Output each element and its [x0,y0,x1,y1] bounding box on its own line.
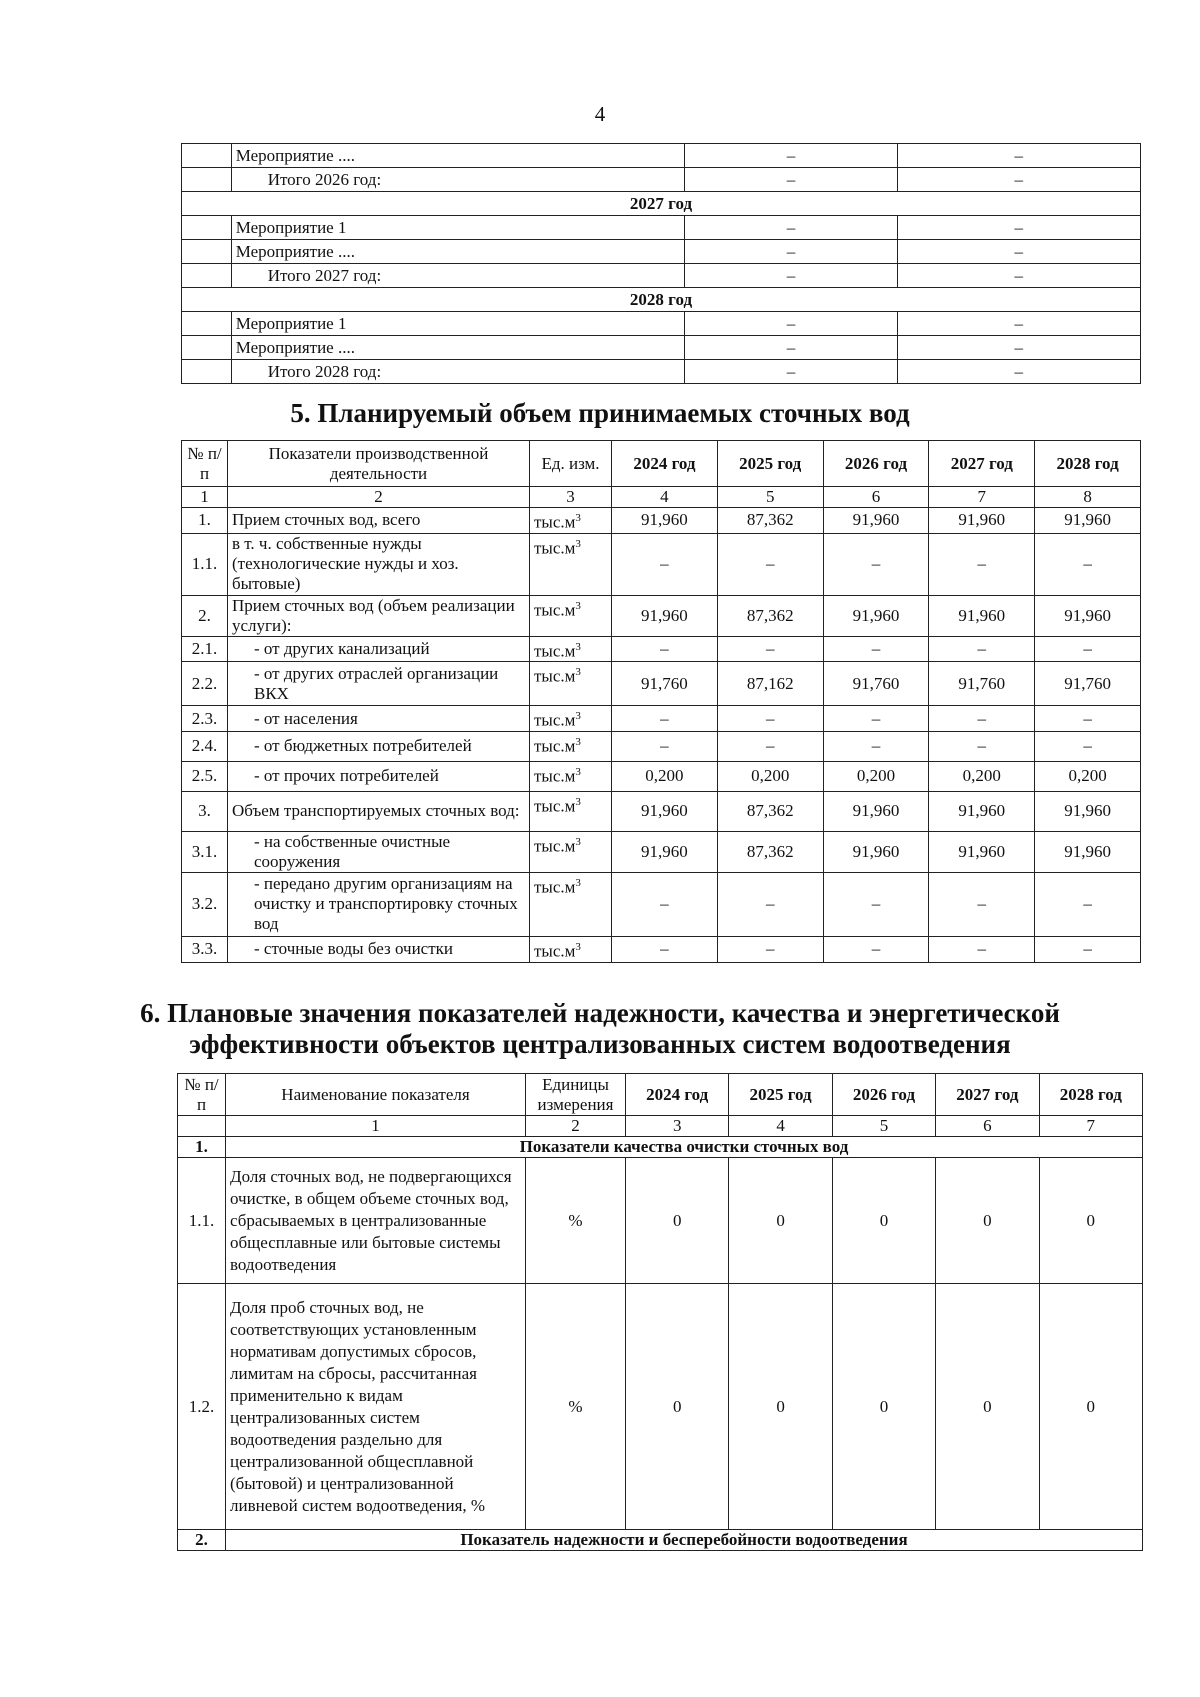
row-value: – [897,336,1140,360]
table-row [182,508,1141,534]
row-value: 0,200 [929,761,1035,791]
row-unit [530,706,612,732]
header-year: 2026 год [832,1074,935,1116]
total-label: Итого 2026 год: [231,168,685,192]
group-row [178,1137,1143,1158]
row-value: 91,960 [612,791,718,831]
row-value: – [823,936,929,962]
unit-exponent: 3 [575,795,581,808]
row-value: 0 [626,1158,729,1284]
row-unit [530,936,612,962]
event-label: Мероприятие .... [231,240,685,264]
header-unit: Единицы измерения [526,1074,626,1116]
header-year: 2028 год [1039,1074,1142,1116]
unit-exponent: 3 [575,765,581,778]
row-value: – [823,636,929,662]
row-value: – [612,636,718,662]
unit-text: тыс.м [534,538,576,558]
column-number: 4 [612,487,718,508]
table-row [182,168,1141,192]
table-header-row [178,1074,1143,1116]
row-value: – [685,336,897,360]
row-value: – [685,216,897,240]
header-year: 2026 год [823,441,929,487]
table-row [182,336,1141,360]
row-unit [530,831,612,872]
column-number: 6 [936,1116,1039,1137]
section6-title-line2: эффективности объектов централизованных систем водоотведения [189,1029,1011,1059]
table-row [182,312,1141,336]
row-number: 2.3. [182,706,228,732]
row-unit [530,636,612,662]
group-title: Показатели качества очистки сточных вод [226,1137,1143,1158]
table-row [182,595,1141,636]
column-number-row [178,1116,1143,1137]
row-value: – [717,731,823,761]
header-year: 2024 год [612,441,718,487]
group-number: 1. [178,1137,226,1158]
row-value: 0 [832,1158,935,1284]
row-label: Объем транспортируемых сточных вод: [228,791,530,831]
row-value: 0 [1039,1284,1142,1530]
row-value: 0 [936,1284,1039,1530]
row-unit [530,731,612,761]
column-number: 1 [182,487,228,508]
unit-text: тыс.м [534,600,576,620]
row-value: – [897,312,1140,336]
column-number: 8 [1035,487,1141,508]
row-value: – [929,706,1035,732]
row-value: 91,960 [1035,791,1141,831]
row-value: – [897,168,1140,192]
row-value: 87,362 [717,508,823,534]
row-unit: % [526,1284,626,1530]
row-value: – [685,312,897,336]
row-number: 3.2. [182,872,228,936]
row-number [182,336,232,360]
row-value: 0,200 [612,761,718,791]
row-value: 0 [626,1284,729,1530]
row-value: 91,960 [929,508,1035,534]
row-number [182,264,232,288]
table-row [182,706,1141,732]
row-value: – [1035,706,1141,732]
row-unit [530,508,612,534]
row-value: 87,162 [717,662,823,706]
row-value: 91,960 [929,595,1035,636]
unit-exponent: 3 [575,666,581,679]
row-value: 0 [729,1158,832,1284]
column-number: 4 [729,1116,832,1137]
row-value: 91,760 [929,662,1035,706]
row-unit [530,791,612,831]
row-label: - от бюджетных потребителей [228,731,530,761]
row-unit [530,595,612,636]
row-label: Прием сточных вод (объем реализации услуги): [228,595,530,636]
section5-title: 5. Планируемый объем принимаемых сточных вод [290,398,910,428]
row-unit [530,662,612,706]
column-number: 2 [526,1116,626,1137]
unit-exponent: 3 [575,940,581,953]
year-label: 2027 год [182,192,1141,216]
table-row [182,936,1141,962]
column-number-row [182,487,1141,508]
header-year: 2024 год [626,1074,729,1116]
row-number [182,360,232,384]
column-number: 7 [929,487,1035,508]
table-row [182,872,1141,936]
total-label: Итого 2027 год: [231,264,685,288]
table-row [182,731,1141,761]
row-label: - от других канализаций [228,636,530,662]
row-value: 87,362 [717,791,823,831]
row-value: – [823,533,929,595]
unit-text: тыс.м [534,796,576,816]
group-title: Показатель надежности и бесперебойности водоотведения [226,1530,1143,1551]
row-value: – [612,731,718,761]
row-value: – [823,706,929,732]
table-row [182,662,1141,706]
unit-exponent: 3 [575,710,581,723]
row-value: 91,960 [823,595,929,636]
table-row [182,240,1141,264]
event-label: Мероприятие .... [231,144,685,168]
row-value: – [1035,936,1141,962]
row-value: – [685,240,897,264]
row-value: 91,960 [612,831,718,872]
row-value: – [612,872,718,936]
unit-text: тыс.м [534,666,576,686]
row-value: – [823,731,929,761]
row-value: – [929,731,1035,761]
row-value: 91,760 [823,662,929,706]
row-value: 0 [1039,1158,1142,1284]
row-value: 0,200 [823,761,929,791]
row-label: - от прочих потребителей [228,761,530,791]
table-row [178,1158,1143,1284]
year-row [182,288,1141,312]
row-value: – [612,706,718,732]
row-unit [530,761,612,791]
row-label: Доля проб сточных вод, не соответствующих установленным нормативам допустимых сбросов, лимитам на сбросы, рассчитанная применительно к видам централизованных систем водоотведения раздельно для централизованной общесплавной (бытовой) и централизованной ливневой систем водоотведения, % [226,1284,526,1530]
header-year: 2028 год [1035,441,1141,487]
row-value: – [717,533,823,595]
row-value: – [929,936,1035,962]
year-row [182,192,1141,216]
column-number: 3 [626,1116,729,1137]
column-number: 5 [717,487,823,508]
header-year: 2025 год [729,1074,832,1116]
row-value: – [612,533,718,595]
row-label: - на собственные очистные сооружения [228,831,530,872]
row-value: 87,362 [717,831,823,872]
header-indicator: Показатели производственной деятельности [228,441,530,487]
group-number: 2. [178,1530,226,1551]
row-label: - от других отраслей организации ВКХ [228,662,530,706]
header-year: 2027 год [936,1074,1039,1116]
row-value: 91,960 [823,791,929,831]
row-number: 1.1. [178,1158,226,1284]
events-table [181,143,1141,384]
reliability-indicators-table [177,1073,1143,1551]
column-number: 1 [226,1116,526,1137]
row-unit [530,533,612,595]
column-number: 2 [228,487,530,508]
row-number [182,240,232,264]
unit-exponent: 3 [575,537,581,550]
unit-text: тыс.м [534,736,576,756]
row-value: 91,960 [823,508,929,534]
row-number: 2. [182,595,228,636]
row-value: – [612,936,718,962]
row-number: 3.1. [182,831,228,872]
column-number: 5 [832,1116,935,1137]
column-number-empty [178,1116,226,1137]
row-number: 1. [182,508,228,534]
table-row [182,216,1141,240]
row-value: 0 [729,1284,832,1530]
row-value: – [929,872,1035,936]
row-value: 0,200 [1035,761,1141,791]
header-indicator: Наименование показателя [226,1074,526,1116]
row-number [182,144,232,168]
unit-exponent: 3 [575,735,581,748]
unit-exponent: 3 [575,835,581,848]
row-value: – [717,936,823,962]
table-row [182,761,1141,791]
section6-title-line1: 6. Плановые значения показателей надежности, качества и энергетической [140,998,1060,1028]
row-value: – [1035,731,1141,761]
event-label: Мероприятие .... [231,336,685,360]
table-row [182,264,1141,288]
row-number: 3.3. [182,936,228,962]
row-label: в т. ч. собственные нужды (технологические нужды и хоз. бытовые) [228,533,530,595]
header-unit: Ед. изм. [530,441,612,487]
row-label: Доля сточных вод, не подвергающихся очистке, в общем объеме сточных вод, сбрасываемых в централизованные общесплавные или бытовые системы водоотведения [226,1158,526,1284]
row-value: – [897,240,1140,264]
header-year: 2025 год [717,441,823,487]
table-row [182,144,1141,168]
row-value: 91,960 [612,508,718,534]
row-number: 2.2. [182,662,228,706]
row-value: – [1035,872,1141,936]
row-value: 91,960 [612,595,718,636]
group-row [178,1530,1143,1551]
table-row [182,533,1141,595]
row-number: 1.2. [178,1284,226,1530]
row-value: – [685,264,897,288]
event-label: Мероприятие 1 [231,216,685,240]
section6-title [0,998,1200,1060]
row-label: - от населения [228,706,530,732]
unit-text: тыс.м [534,941,576,961]
header-no: № п/п [178,1074,226,1116]
table-row [182,791,1141,831]
row-unit: % [526,1158,626,1284]
unit-exponent: 3 [575,640,581,653]
row-value: – [929,636,1035,662]
unit-exponent: 3 [575,599,581,612]
row-number [182,312,232,336]
table-row [178,1284,1143,1530]
row-label: - сточные воды без очистки [228,936,530,962]
unit-text: тыс.м [534,877,576,897]
event-label: Мероприятие 1 [231,312,685,336]
row-value: – [823,872,929,936]
row-value: – [897,216,1140,240]
row-number: 2.1. [182,636,228,662]
row-number [182,216,232,240]
row-value: 0,200 [717,761,823,791]
row-value: 91,960 [1035,508,1141,534]
unit-text: тыс.м [534,710,576,730]
row-number: 1.1. [182,533,228,595]
row-value: – [897,360,1140,384]
row-value: – [1035,636,1141,662]
row-number [182,168,232,192]
column-number: 6 [823,487,929,508]
row-number: 3. [182,791,228,831]
row-value: 91,960 [823,831,929,872]
row-number: 2.5. [182,761,228,791]
column-number: 3 [530,487,612,508]
row-value: 91,760 [612,662,718,706]
column-number: 7 [1039,1116,1142,1137]
row-value: 91,960 [1035,831,1141,872]
unit-text: тыс.м [534,836,576,856]
table-row [182,360,1141,384]
unit-exponent: 3 [575,876,581,889]
row-value: 91,760 [1035,662,1141,706]
row-value: – [897,144,1140,168]
row-value: – [717,706,823,732]
row-value: – [685,360,897,384]
row-value: 91,960 [929,831,1035,872]
row-value: 91,960 [1035,595,1141,636]
row-value: – [685,144,897,168]
row-value: 91,960 [929,791,1035,831]
row-value: 0 [832,1284,935,1530]
unit-text: тыс.м [534,766,576,786]
row-value: 87,362 [717,595,823,636]
header-no: № п/п [182,441,228,487]
total-label: Итого 2028 год: [231,360,685,384]
row-label: - передано другим организациям на очистку и транспортировку сточных вод [228,872,530,936]
unit-text: тыс.м [534,641,576,661]
unit-exponent: 3 [575,512,581,524]
table-header-row [182,441,1141,487]
wastewater-volume-table [181,440,1141,963]
row-label: Прием сточных вод, всего [228,508,530,534]
row-value: – [897,264,1140,288]
year-label: 2028 год [182,288,1141,312]
unit-text: тыс.м [534,512,576,532]
row-value: 0 [936,1158,1039,1284]
row-value: – [685,168,897,192]
row-unit [530,872,612,936]
table-row [182,636,1141,662]
header-year: 2027 год [929,441,1035,487]
row-value: – [1035,533,1141,595]
row-value: – [717,636,823,662]
row-number: 2.4. [182,731,228,761]
row-value: – [717,872,823,936]
page-number: 4 [594,102,606,126]
table-row [182,831,1141,872]
row-value: – [929,533,1035,595]
